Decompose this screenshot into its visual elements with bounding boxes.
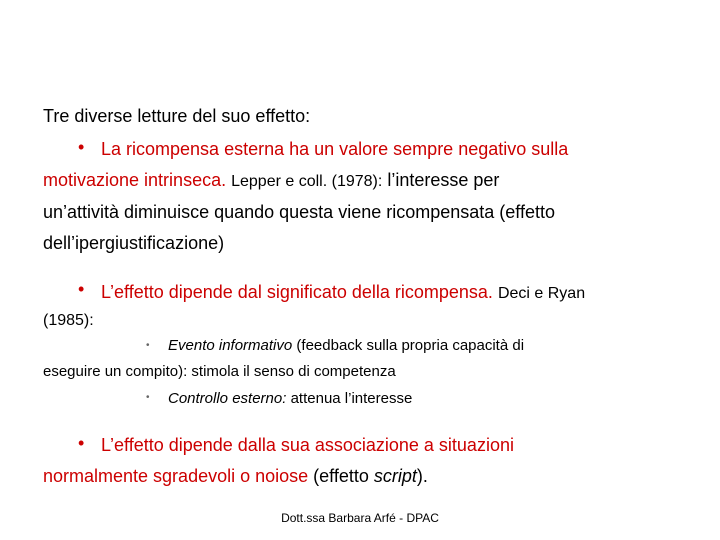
- intro-text: Tre diverse letture del suo effetto:: [43, 106, 311, 126]
- bullet-1-line-3: un’attività diminuisce quando questa viene ricompensata (effetto: [43, 202, 555, 222]
- sub-bullet-2-italic: Controllo esterno:: [168, 390, 287, 407]
- bullet-1-line-1: La ricompensa esterna ha un valore sempre negativo sulla: [101, 139, 569, 159]
- bullet-2-citation-a: Deci e Ryan: [497, 285, 586, 302]
- bullet-2-marker: •: [78, 279, 85, 299]
- bullet-2-line-1: [101, 283, 585, 302]
- sub-bullet-2-marker: •: [146, 392, 150, 403]
- bullet-1-line-4: dell’ipergiustificazione): [43, 233, 225, 253]
- sub-bullet-2-text: attenua l’interesse: [290, 390, 413, 407]
- bullet-2-citation-b: (1985):: [43, 312, 94, 329]
- bullet-3-text-pre: (effetto: [313, 466, 369, 486]
- bullet-1-emphasis: motivazione intrinseca.: [43, 170, 227, 190]
- bullet-3-line-1: L’effetto dipende dalla sua associazione a situazioni: [101, 435, 514, 455]
- bullet-1-marker: •: [78, 137, 85, 157]
- sub-bullet-1-text-a: (feedback sulla propria capacità di: [296, 337, 525, 354]
- sub-bullet-1-line-1: [168, 338, 524, 353]
- footer-text: Dott.ssa Barbara Arfé - DPAC: [281, 511, 439, 525]
- bullet-3-emphasis: normalmente sgradevoli o noiose: [43, 466, 309, 486]
- sub-bullet-2-line: [168, 391, 412, 406]
- bullet-1-text-a: l’interesse per: [387, 170, 500, 190]
- bullet-3-italic: script: [373, 466, 417, 486]
- bullet-1-line-2: [43, 171, 499, 190]
- bullet-3-line-2: [43, 467, 428, 485]
- bullet-2-emphasis: L’effetto dipende dal significato della ricompensa.: [101, 282, 493, 302]
- sub-bullet-1-line-2: eseguire un compito): stimola il senso di competenza: [43, 363, 396, 380]
- bullet-3-text-post: ).: [416, 466, 428, 486]
- bullet-1-citation: Lepper e coll. (1978):: [231, 173, 383, 190]
- bullet-3-marker: •: [78, 433, 85, 453]
- sub-bullet-1-marker: •: [146, 340, 150, 351]
- sub-bullet-1-italic: Evento informativo: [168, 337, 293, 354]
